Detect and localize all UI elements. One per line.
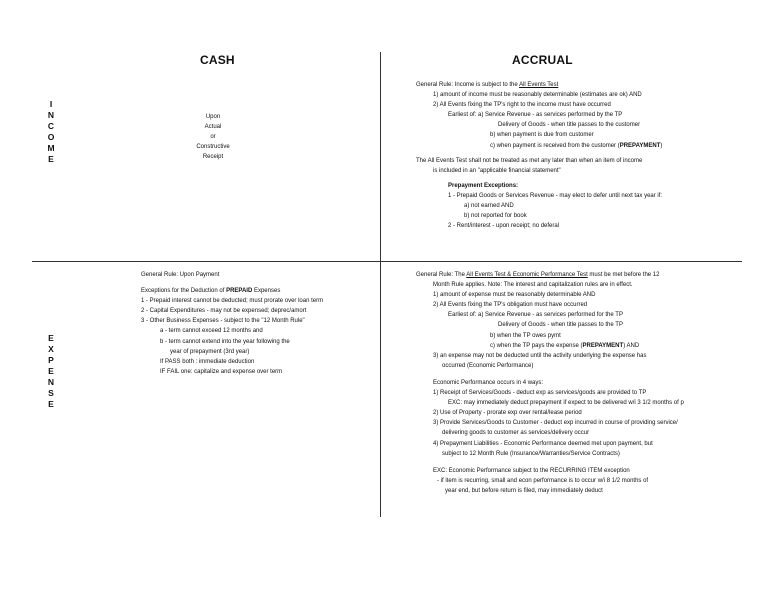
accrual-income-cell: General Rule: Income is subject to the All Events Test 1) amount of income must be reasonably determinable (estimates are ok) AND 2) All Events fixing the TP's right to the income must have occurred Earliest of: a) Service Revenue - as services performed by the TP Delivery of Goods - when title passes to the customer b) when payment is due from customer c) when payment is received from the customer (PREPAYMENT) The All Events Test shall not be treated as met any later than when an item of income is included in an "applicable financial statement" Prepayment Exceptions: 1 - Prepaid Goods or Services Revenue - may elect to defer until next tax year if: a) not earned AND b) not reported for book 2 - Rent/interest - upon receipt; no deferal <box>416 82 663 230</box>
horizontal-divider <box>32 261 742 262</box>
accrual-header: ACCRUAL <box>512 53 573 67</box>
vertical-divider <box>380 52 381 517</box>
cash-header: CASH <box>200 53 235 67</box>
cash-income-cell: Upon Actual or Constructive Receipt <box>196 114 230 161</box>
expense-row-label: E X P E N S E <box>47 333 55 409</box>
income-row-label: I N C O M E <box>47 99 55 164</box>
accrual-expense-cell: General Rule: The All Events Test & Economic Performance Test must be met before the 12 Month Rule applies. Note: The interest and capitalization rules are in effect. 1) amount of expense must be reasonably determinable AND 2) All Events fixing the TP's obligation must have occurred Earliest of: a) Service Revenue - as services performed for the TP Delivery of Goods - when title passes to the TP b) when the TP owes pymt c) when the TP pays the expense (PREPAYMENT) AND 3) an expense may not be deducted until the activity underlying the expense has occurred (Economic Performance) Economic Performance occurs in 4 ways: 1) Receipt of Services/Goods - deduct exp as services/goods are provided to TP EXC: may immediately deduct prepayment if expect to be delivered w/i 3 1/2 months of p 2) Use of Property - prorate exp over rental/lease period 3) Provide Services/Goods to Customer - deduct exp incurred in course of providing service/ delivering goods to customer as services/delivery occur 4) Prepayment Liabilities - Economic Performance deemed met upon payment, but subject to 12 Month Rule (Insurance/Warranties/Service Contracts) EXC: Economic Performance subject to the RECURRING ITEM exception - if item is recurring, small and econ performance is to occur w/i 8 1/2 months of year end, but before return is filed, may immediately deduct <box>416 272 684 494</box>
cash-expense-cell: General Rule: Upon Payment Exceptions for the Deduction of PREPAID Expenses 1 - Prepaid interest cannot be deducted; must prorate over loan term 2 - Capital Expenditures - may not be expensed; deprec/amort 3 - Other Business Expenses - subject to the "12 Month Rule" a - term cannot exceed 12 months and b - term cannot extend into the year following the year of prepayment (3rd year) If PASS both : immediate deduction IF FAIL one: capitalize and expense over term <box>141 272 324 375</box>
